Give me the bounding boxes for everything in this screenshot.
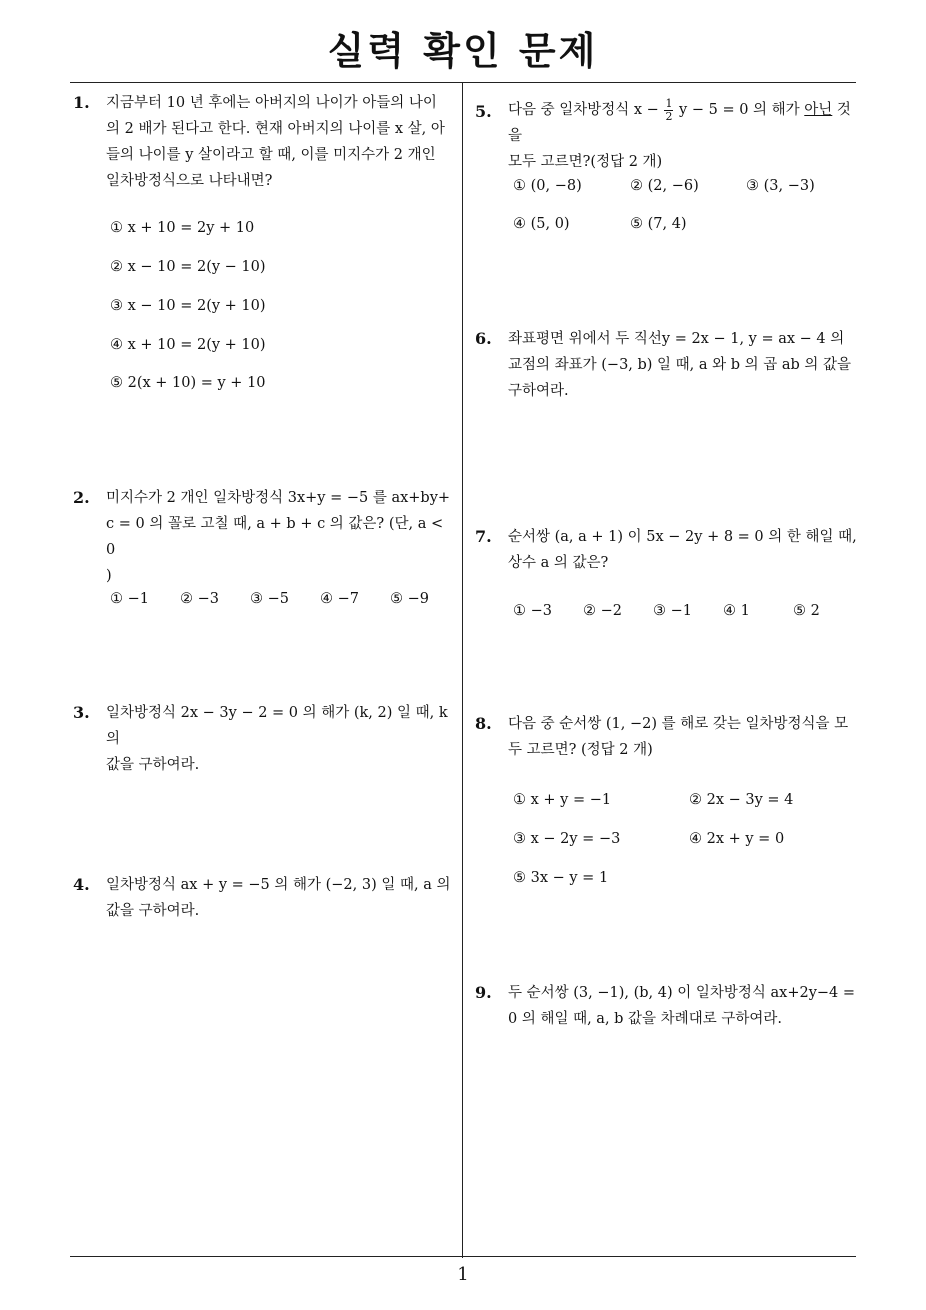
question-3 [73,700,456,778]
fraction-denominator: 2 [665,109,673,123]
question-number: 7. [475,527,492,546]
answer-option[interactable]: ① −3 [513,603,552,619]
answer-option[interactable]: ④ x + 10 = 2(y + 10) [110,337,266,353]
question-text-line: 순서쌍 (a, a + 1) 이 5x − 2y + 8 = 0 의 한 해일 때, [508,529,857,545]
question-text-line: 값을 구하여라. [106,903,200,919]
question-5 [475,96,860,175]
question-8 [475,711,860,763]
answer-option[interactable]: ③ x − 10 = 2(y + 10) [110,298,266,314]
top-rule [70,82,856,83]
question-text-line: 두 순서쌍 (3, −1), (b, 4) 이 일차방정식 ax+2y−4 = [508,985,856,1001]
answer-option[interactable]: ① −1 [110,591,149,607]
answer-option[interactable]: ③ −5 [250,591,289,607]
page-title: 실력 확인 문제 [327,29,599,73]
question-text-line: 미지수가 2 개인 일차방정식 3x+y = −5 를 ax+by+ [106,490,451,506]
question-number: 1. [73,93,90,112]
question-text-line: 두 고르면? (정답 2 개) [508,742,653,758]
question-number: 5. [475,102,492,121]
question-text: y − 5 = 0 의 해가 [679,102,800,118]
answer-option[interactable]: ① x + y = −1 [513,792,612,808]
question-number: 3. [73,703,90,722]
answer-option[interactable]: ④ −7 [320,591,359,607]
question-number: 4. [73,875,90,894]
question-text: 것을 [508,102,851,144]
answer-option[interactable]: ② (2, −6) [630,178,699,194]
question-text-line: 0 의 해일 때, a, b 값을 차례대로 구하여라. [508,1011,782,1027]
question-text-line: 지금부터 10 년 후에는 아버지의 나이가 아들의 나이 [106,95,437,111]
answer-option[interactable]: ⑤ 3x − y = 1 [513,870,609,886]
answer-option[interactable]: ③ −1 [653,603,692,619]
question-text-line: c = 0 의 꼴로 고칠 때, a + b + c 의 값은? (단, a < 0 [106,516,444,558]
answer-option[interactable]: ⑤ −9 [390,591,429,607]
answer-option[interactable]: ⑤ 2(x + 10) = y + 10 [110,375,266,391]
underlined-word: 아닌 [804,102,833,118]
fraction [664,98,673,123]
answer-option[interactable]: ① (0, −8) [513,178,582,194]
answer-option[interactable]: ④ (5, 0) [513,216,570,232]
question-number: 6. [475,329,492,348]
question-number: 8. [475,714,492,733]
answer-option[interactable]: ③ (3, −3) [746,178,815,194]
answer-option[interactable]: ② x − 10 = 2(y − 10) [110,259,266,275]
answer-option[interactable]: ⑤ 2 [793,603,820,619]
fraction-numerator: 1 [665,96,673,110]
question-text-line: 들의 나이를 y 살이라고 할 때, 이를 미지수가 2 개인 [106,147,436,163]
question-text-line [508,97,860,149]
question-9 [475,980,860,1032]
bottom-rule [70,1256,856,1257]
answer-option[interactable]: ④ 2x + y = 0 [689,831,785,847]
question-text-line: 상수 a 의 값은? [508,555,609,571]
answer-option[interactable]: ① x + 10 = 2y + 10 [110,220,255,236]
answer-option[interactable]: ③ x − 2y = −3 [513,831,621,847]
answer-option[interactable]: ② −3 [180,591,219,607]
question-text-line: ) [106,568,112,584]
question-number: 9. [475,983,492,1002]
question-text-line: 일차방정식 ax + y = −5 의 해가 (−2, 3) 일 때, a 의 [106,877,451,893]
question-text-line: 값을 구하여라. [106,757,200,773]
question-1 [73,90,456,194]
question-text-line: 좌표평면 위에서 두 직선y = 2x − 1, y = ax − 4 의 [508,331,845,347]
question-text-line: 구하여라. [508,383,569,399]
question-2 [73,485,456,589]
question-text-line: 교점의 좌표가 (−3, b) 일 때, a 와 b 의 곱 ab 의 값을 [508,357,852,373]
question-text-line: 모두 고르면?(정답 2 개) [508,154,663,170]
question-text-line: 일차방정식 2x − 3y − 2 = 0 의 해가 (k, 2) 일 때, k 의 [106,705,448,747]
question-text-line: 다음 중 순서쌍 (1, −2) 를 해로 갖는 일차방정식을 모 [508,716,849,732]
question-text-line: 의 2 배가 된다고 한다. 현재 아버지의 나이를 x 살, 아 [106,121,445,137]
question-text-line: 일차방정식으로 나타내면? [106,173,273,189]
question-4 [73,872,456,924]
column-divider [462,82,463,1258]
answer-option[interactable]: ⑤ (7, 4) [630,216,687,232]
answer-option[interactable]: ② 2x − 3y = 4 [689,792,794,808]
question-text: 다음 중 일차방정식 x − [508,102,659,118]
question-7 [475,524,860,576]
question-number: 2. [73,488,90,507]
answer-option[interactable]: ④ 1 [723,603,750,619]
page-number: 1 [457,1264,469,1285]
answer-option[interactable]: ② −2 [583,603,622,619]
question-6 [475,326,860,404]
